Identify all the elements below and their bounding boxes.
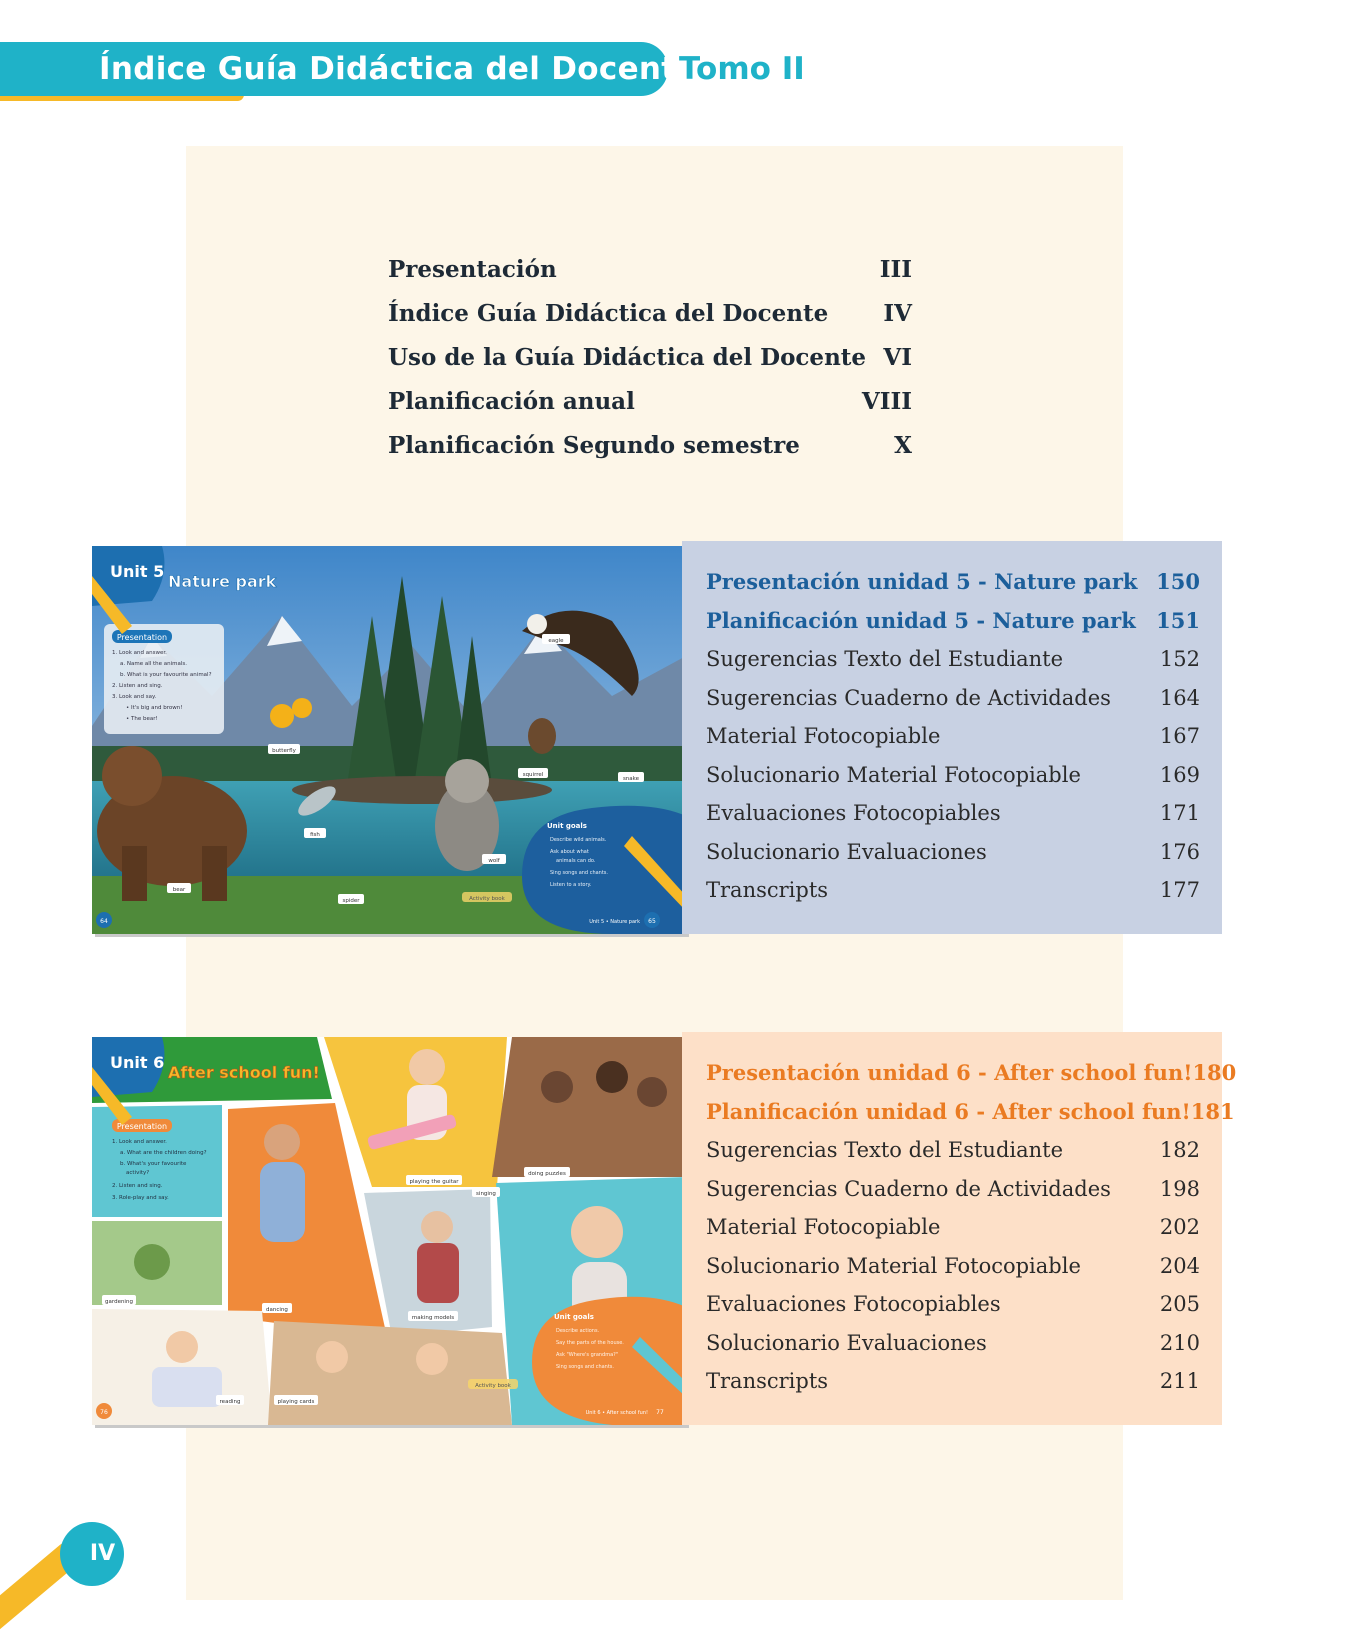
toc-row[interactable]: Uso de la Guía Didáctica del Docente VI bbox=[388, 344, 912, 371]
svg-text:b. What's your favourite: b. What's your favourite bbox=[120, 1161, 187, 1167]
toc-row[interactable]: Evaluaciones Fotocopiables 205 bbox=[706, 1292, 1200, 1316]
toc-row[interactable]: Presentación III bbox=[388, 256, 912, 283]
toc-row[interactable]: Sugerencias Cuaderno de Actividades 164 bbox=[706, 685, 1200, 710]
intro-toc bbox=[388, 248, 912, 468]
toc-row[interactable]: Planificación anual VIII bbox=[388, 388, 912, 415]
thumb-footer: Unit 6 • After school fun! bbox=[585, 1410, 648, 1416]
goals-heading: Unit goals bbox=[547, 822, 587, 830]
svg-text:Listen to a story.: Listen to a story. bbox=[550, 882, 592, 888]
thumb-footer: Unit 5 • Nature park bbox=[589, 919, 640, 925]
unit-badge: Unit 6 bbox=[110, 1053, 165, 1072]
label-tag: playing cards bbox=[277, 1399, 315, 1405]
toc-row[interactable]: Transcripts 177 bbox=[706, 878, 1200, 902]
svg-text:a. What are the children doing: a. What are the children doing? bbox=[120, 1150, 207, 1156]
label-tag: making models bbox=[411, 1315, 455, 1321]
toc-row[interactable]: Presentación unidad 5 - Nature park 150 bbox=[706, 569, 1200, 594]
toc-row[interactable]: Solucionario Material Fotocopiable 204 bbox=[706, 1253, 1200, 1278]
svg-text:Describe actions.: Describe actions. bbox=[556, 1328, 600, 1334]
svg-text:2. Listen and sing.: 2. Listen and sing. bbox=[112, 683, 163, 689]
label-tag: snake bbox=[622, 776, 640, 782]
page-number-left: 64 bbox=[100, 918, 108, 925]
page-title: Índice Guía Didáctica del Docente bbox=[99, 51, 698, 87]
label-tag: reading bbox=[219, 1399, 241, 1405]
toc-row[interactable]: Planificación unidad 6 - After school fun! 181 bbox=[706, 1098, 1235, 1124]
label-tag: dancing bbox=[266, 1307, 288, 1313]
svg-text:1. Look and answer.: 1. Look and answer. bbox=[112, 1139, 167, 1145]
svg-text:Ask about what: Ask about what bbox=[550, 849, 589, 855]
unit-badge: Unit 5 bbox=[110, 562, 165, 581]
toc-row[interactable]: Planificación Segundo semestre X bbox=[388, 432, 912, 459]
label-tag: butterfly bbox=[272, 748, 296, 754]
label-tag: eagle bbox=[548, 638, 564, 644]
presentation-heading: Presentation bbox=[116, 633, 168, 642]
unit-title: Nature park bbox=[168, 572, 277, 591]
label-tag: playing the guitar bbox=[409, 1179, 459, 1185]
page-number-left: 76 bbox=[100, 1409, 108, 1416]
toc-row[interactable]: Sugerencias Texto del Estudiante 152 bbox=[706, 647, 1200, 671]
presentation-heading: Presentation bbox=[116, 1122, 168, 1131]
toc-row[interactable]: Transcripts 211 bbox=[706, 1369, 1200, 1393]
label-tag: singing bbox=[476, 1191, 496, 1197]
svg-text:• It's big and brown!: • It's big and brown! bbox=[126, 705, 183, 711]
svg-text:Sing songs and chants.: Sing songs and chants. bbox=[556, 1364, 614, 1370]
label-tag: squirrel bbox=[522, 772, 544, 778]
page-number-right: 65 bbox=[648, 918, 656, 925]
toc-row[interactable]: Solucionario Material Fotocopiable 169 bbox=[706, 762, 1200, 787]
unit6-toc-panel bbox=[682, 1032, 1237, 1425]
activity-book-tag: Activity book bbox=[469, 896, 505, 902]
label-tag: gardening bbox=[105, 1299, 133, 1305]
label-tag: bear bbox=[172, 887, 186, 893]
svg-text:1. Look and answer.: 1. Look and answer. bbox=[112, 650, 167, 656]
unit-title: After school fun! bbox=[168, 1063, 320, 1082]
activity-book-tag: Activity book bbox=[475, 1383, 511, 1389]
label-tag: wolf bbox=[488, 858, 500, 864]
svg-text:Sing songs and chants.: Sing songs and chants. bbox=[550, 870, 608, 876]
page-number: IV bbox=[89, 1541, 116, 1566]
svg-text:Ask "Where's grandma?": Ask "Where's grandma?" bbox=[556, 1352, 619, 1358]
svg-text:b. What is your favourite anim: b. What is your favourite animal? bbox=[120, 672, 212, 678]
label-tag: doing puzzles bbox=[528, 1171, 566, 1177]
svg-text:3. Look and say.: 3. Look and say. bbox=[112, 694, 157, 700]
toc-row[interactable]: Planificación unidad 5 - Nature park 151 bbox=[706, 607, 1200, 633]
volume-label: Tomo II bbox=[679, 51, 805, 87]
unit5-toc-panel bbox=[682, 541, 1222, 934]
svg-text:animals can do.: animals can do. bbox=[556, 858, 596, 864]
toc-row[interactable]: Material Fotocopiable 202 bbox=[706, 1215, 1200, 1239]
toc-row[interactable]: Sugerencias Cuaderno de Actividades 198 bbox=[706, 1176, 1200, 1201]
toc-row[interactable]: Presentación unidad 6 - After school fun! 180 bbox=[706, 1060, 1237, 1085]
unit5-thumbnail bbox=[92, 546, 686, 934]
svg-text:Describe wild animals.: Describe wild animals. bbox=[550, 837, 607, 843]
toc-row[interactable]: Solucionario Evaluaciones 176 bbox=[706, 839, 1200, 864]
label-tag: fish bbox=[310, 832, 320, 838]
label-tag: spider bbox=[342, 898, 360, 904]
svg-text:3. Role-play and say.: 3. Role-play and say. bbox=[112, 1195, 169, 1201]
svg-text:Say the parts of the house.: Say the parts of the house. bbox=[556, 1340, 624, 1346]
svg-text:2. Listen and sing.: 2. Listen and sing. bbox=[112, 1183, 163, 1189]
svg-text:activity?: activity? bbox=[126, 1170, 150, 1176]
page-number-right: 77 bbox=[656, 1409, 664, 1416]
toc-row[interactable]: Sugerencias Texto del Estudiante 182 bbox=[706, 1138, 1200, 1162]
toc-row[interactable]: Solucionario Evaluaciones 210 bbox=[706, 1330, 1200, 1355]
toc-row[interactable]: Material Fotocopiable 167 bbox=[706, 724, 1200, 748]
toc-row[interactable]: Índice Guía Didáctica del Docente IV bbox=[388, 300, 912, 327]
svg-text:• The bear!: • The bear! bbox=[126, 716, 158, 722]
unit6-thumbnail bbox=[92, 1037, 686, 1425]
goals-heading: Unit goals bbox=[554, 1313, 594, 1321]
svg-text:a. Name all the animals.: a. Name all the animals. bbox=[120, 661, 188, 667]
toc-row[interactable]: Evaluaciones Fotocopiables 171 bbox=[706, 801, 1200, 825]
